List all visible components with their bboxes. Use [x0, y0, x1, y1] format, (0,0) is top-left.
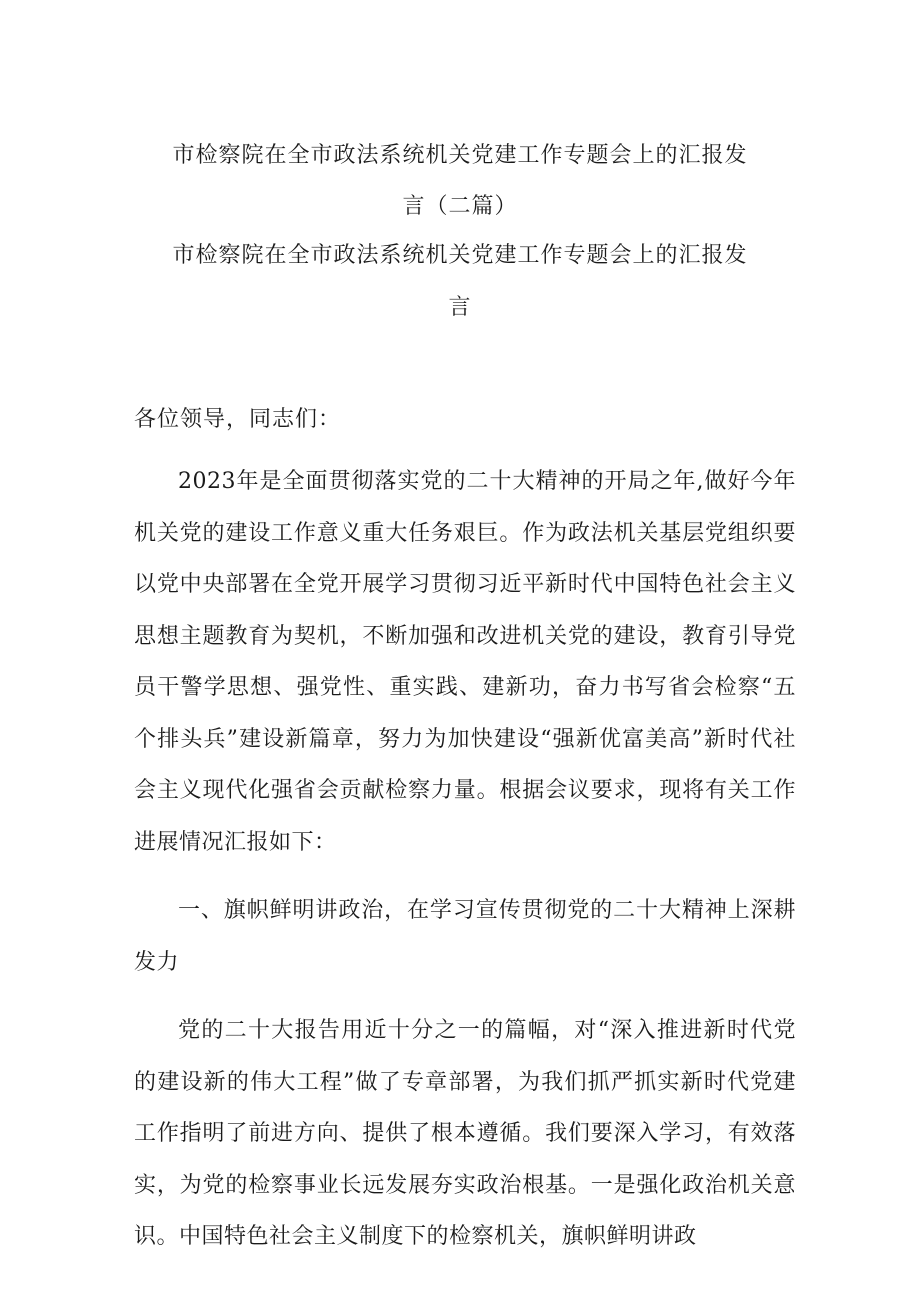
paragraph-intro: 2023年是全面贯彻落实党的二十大精神的开局之年,做好今年机关党的建设工作意义重大任务艰巨。作为政法机关基层党组织要以党中央部署在全党开展学习贯彻习近平新时代中国特色社会主义思想主题教育为契机，不断加强和改进机关党的建设，教育引导党员干警学思想、强党性、重实践、建新功，奋力书写省会检察“五个排头兵”建设新篇章，努力为加快建设“强新优富美高”新时代社会主义现代化强省会贡献检察力量。根据会议要求，现将有关工作进展情况汇报如下： [134, 469, 796, 855]
paragraph-section-1: 党的二十大报告用近十分之一的篇幅，对“深入推进新时代党的建设新的伟大工程”做了专章部署，为我们抓严抓实新时代党建工作指明了前进方向、提供了根本遵循。我们要深入学习，有效落实，为党的检察事业长远发展夯实政治根基。一是强化政治机关意识。中国特色社会主义制度下的检察机关，旗帜鲜明讲政 [134, 1018, 796, 1249]
document-body [134, 456, 796, 1280]
section-heading-1: 一、旗帜鲜明讲政治，在学习宣传贯彻党的二十大精神上深耕发力 [134, 898, 796, 975]
document-subtitle-line-1: 市检察院在全市政法系统机关党建工作专题会上的汇报发 [172, 243, 748, 268]
salutation: 各位领导，同志们： [134, 407, 342, 432]
document-subtitle-line-2: 言 [448, 295, 472, 320]
document-title-line-2: 言（二篇） [402, 194, 518, 219]
document-title-line-1: 市检察院在全市政法系统机关党建工作专题会上的汇报发 [172, 143, 748, 168]
